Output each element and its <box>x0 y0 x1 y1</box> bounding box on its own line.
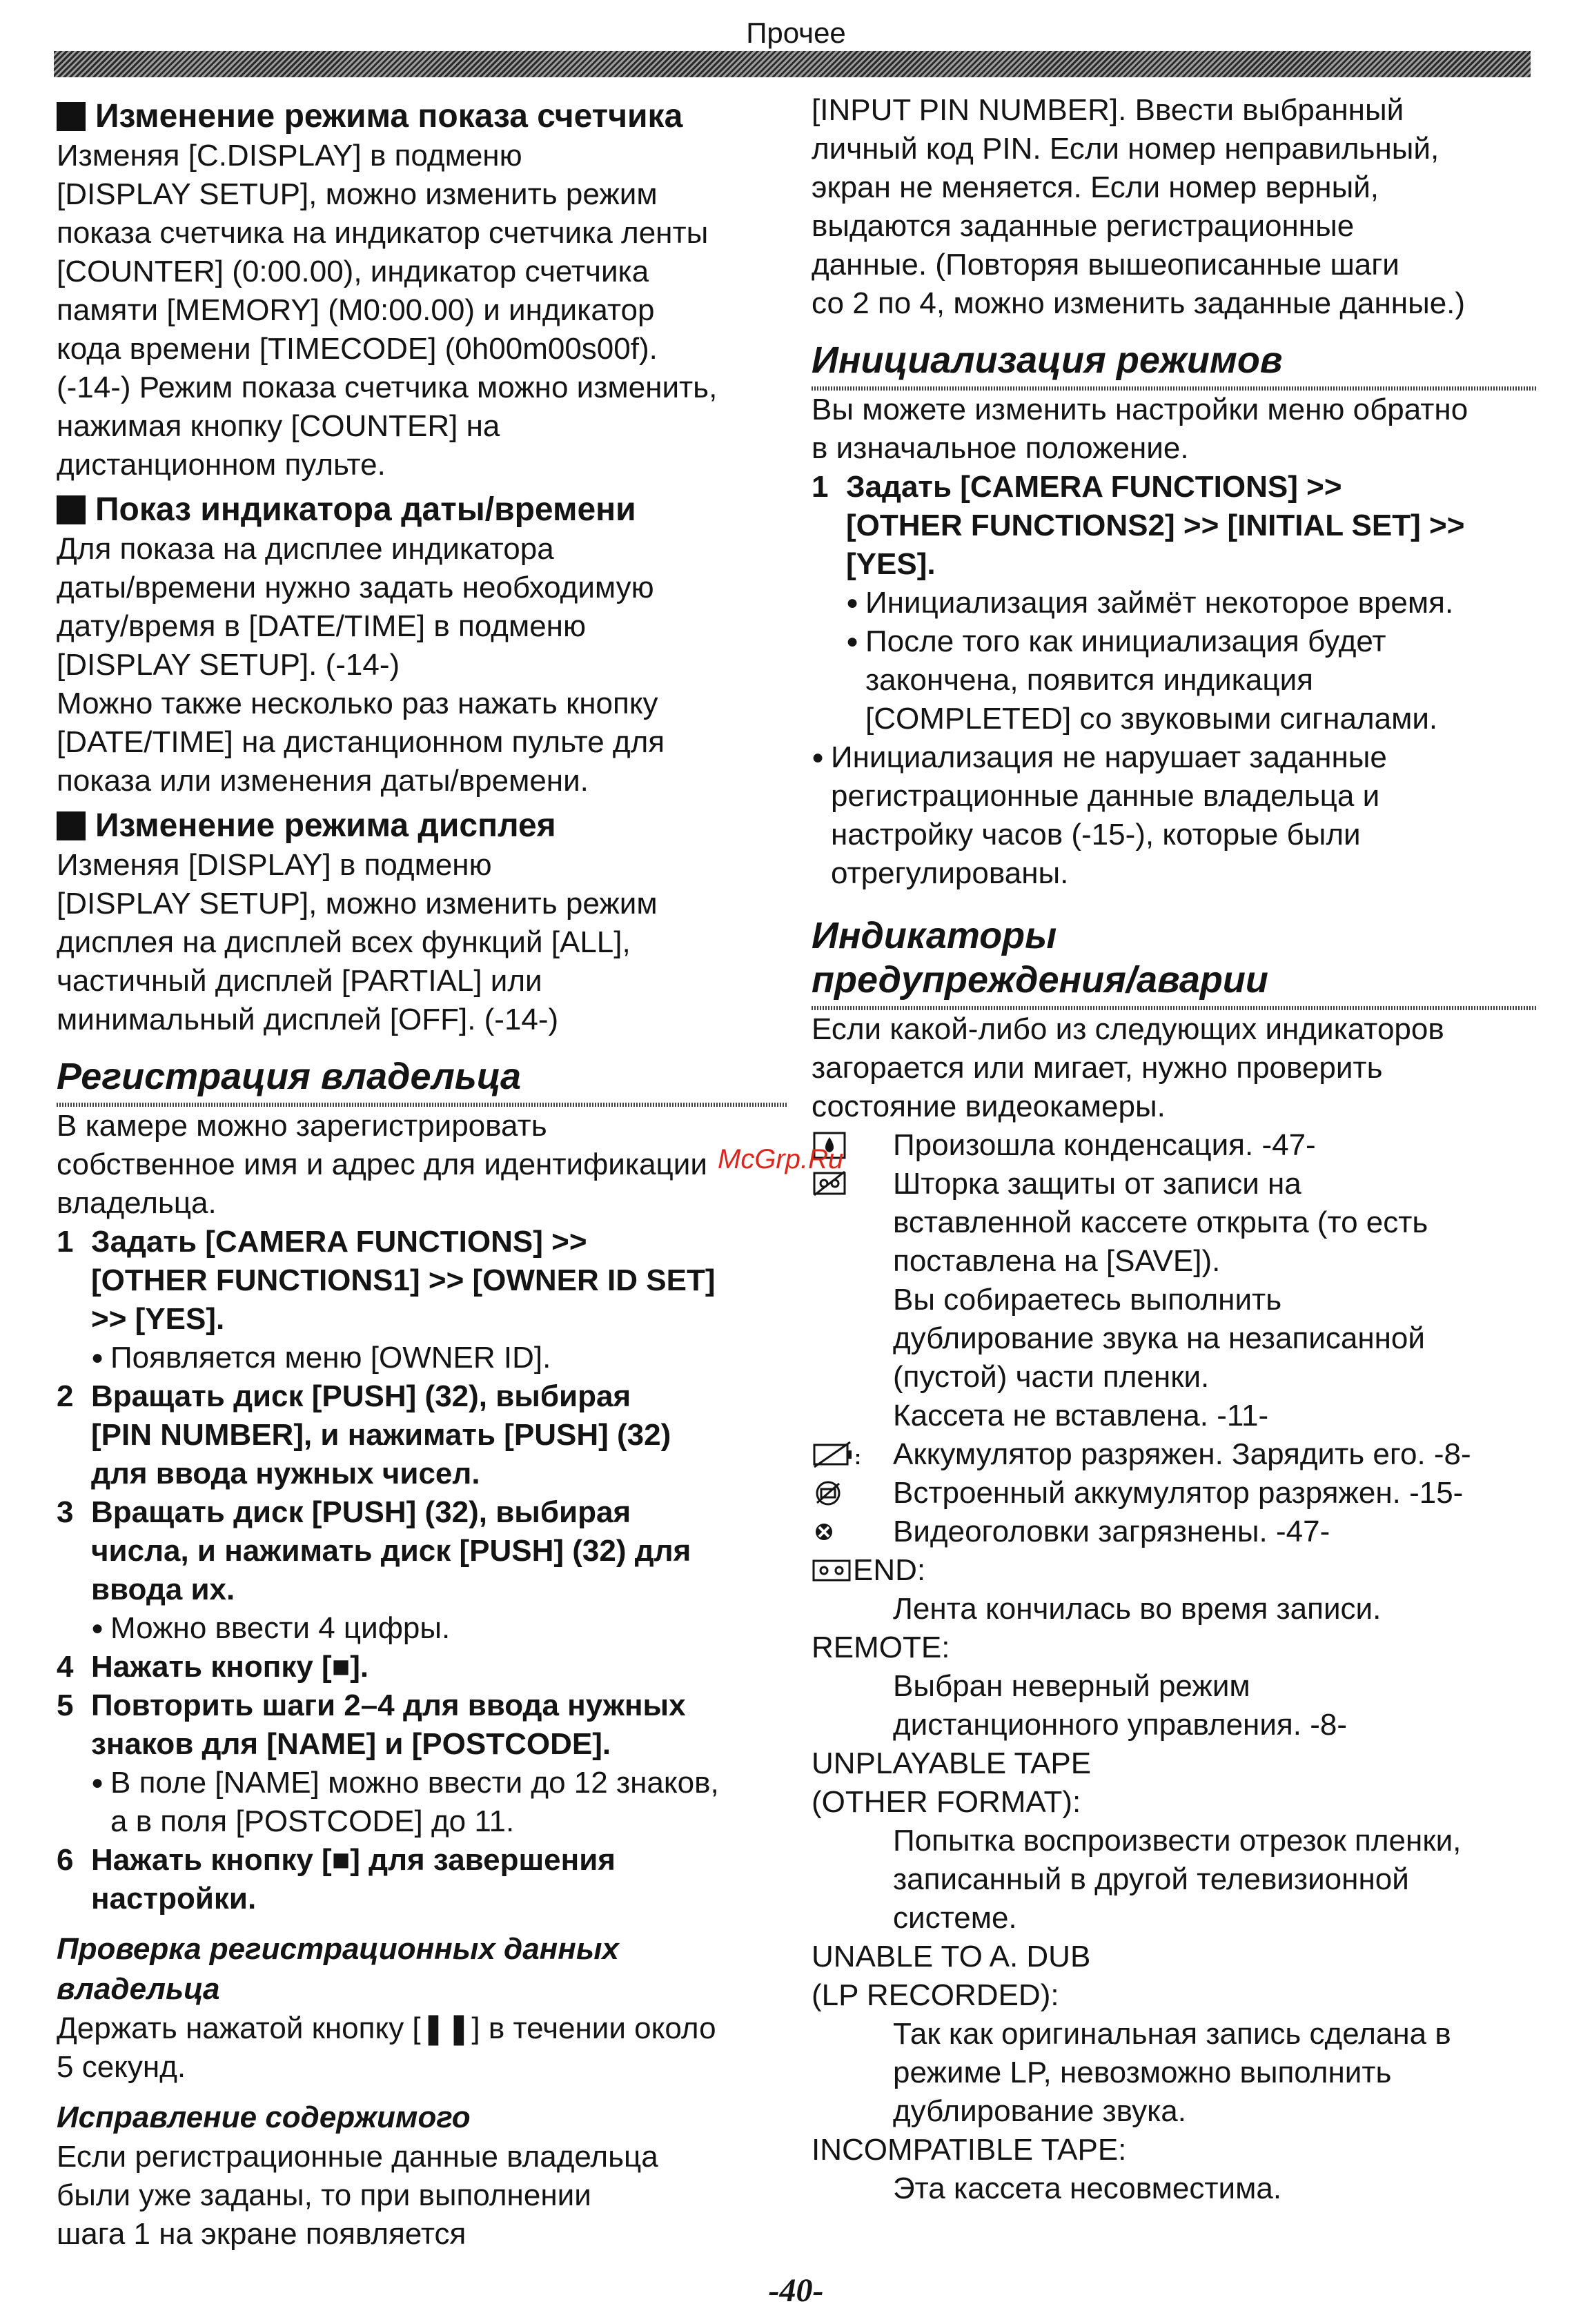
warning-text: поставлена на [SAVE]). <box>893 1244 1221 1278</box>
watermark: McGrp.Ru <box>718 1144 844 1174</box>
text-line: были уже заданы, то при выполнении <box>57 2178 591 2212</box>
bullet-dot-icon: ● <box>812 746 825 769</box>
term-label: UNPLAYABLE TAPE <box>812 1746 1092 1780</box>
bullet-line: [COMPLETED] со звуковыми сигналами. <box>865 702 1438 736</box>
header-band <box>54 51 1531 77</box>
bullet-item <box>846 622 1536 738</box>
term-label: UNABLE TO A. DUB <box>812 1940 1091 1973</box>
step-number: 2 <box>57 1379 74 1413</box>
text-line: [DATE/TIME] на дистанционном пульте для <box>57 725 665 759</box>
builtin-battery-icon <box>812 1478 853 1508</box>
bullet-item: ● Появляется меню [OWNER ID]. <box>91 1339 788 1377</box>
text-line: собственное имя и адрес для идентификации <box>57 1148 707 1181</box>
step-number: 3 <box>57 1495 74 1529</box>
text-line: Держать нажатой кнопку [❚❚] в течении около <box>57 2011 716 2045</box>
text-line: частичный дисплей [PARTIAL] или <box>57 964 542 998</box>
note-line: настройку часов (-15-), которые были <box>831 818 1361 851</box>
step-line: [YES]. <box>846 547 936 581</box>
warning-text: (пустой) части пленки. <box>893 1360 1210 1394</box>
step-number: 6 <box>57 1843 74 1877</box>
owner-step-4 <box>57 1648 788 1686</box>
init-step-1 <box>812 468 1536 584</box>
warning-text: Лента кончилась во время записи. <box>893 1592 1382 1626</box>
warning-text: Шторка защиты от записи на <box>893 1167 1301 1201</box>
step-line: для ввода нужных чисел. <box>91 1457 480 1490</box>
note-line: Инициализация не нарушает заданные <box>831 740 1387 774</box>
text-line: личный код PIN. Если номер неправильный, <box>812 132 1439 166</box>
step-line: [PIN NUMBER], и нажимать [PUSH] (32) <box>91 1418 671 1452</box>
bullet-dot-icon: ● <box>91 1346 104 1369</box>
tape-end-icon <box>812 1558 853 1583</box>
term-text: режиме LP, невозможно выполнить <box>893 2056 1392 2089</box>
text-line: [DISPLAY SETUP], можно изменить режим <box>57 177 658 211</box>
svg-text::: : <box>854 1446 861 1469</box>
owner-intro <box>57 1107 788 1223</box>
bullet-dot-icon: ● <box>91 1771 104 1794</box>
owner-step-3 <box>57 1493 788 1609</box>
term-label: INCOMPATIBLE TAPE: <box>812 2133 1127 2167</box>
step-line: Нажать кнопку [■]. <box>91 1650 369 1684</box>
step-line: Вращать диск [PUSH] (32), выбирая <box>91 1495 631 1529</box>
bullet-item: ● Можно ввести 4 цифры. <box>91 1609 788 1648</box>
text-line: в изначальное положение. <box>812 431 1189 465</box>
warning-row <box>812 1126 1536 1165</box>
text-line: (-14-) Режим показа счетчика можно изменить, <box>57 371 718 404</box>
text-line: дистанционном пульте. <box>57 448 386 482</box>
text-line: В камере можно зарегистрировать <box>57 1109 547 1143</box>
datetime-text <box>57 530 788 800</box>
text-line: даты/времени нужно задать необходимую <box>57 571 654 604</box>
datetime-heading: Показ индикатора даты/времени <box>57 490 788 530</box>
text-line: Если какой-либо из следующих индикаторов <box>812 1012 1444 1046</box>
step-number: 4 <box>57 1650 74 1684</box>
display-text <box>57 846 788 1039</box>
text-line: Вы можете изменить настройки меню обратно <box>812 393 1468 426</box>
continued-text <box>812 91 1536 323</box>
step-line: числа, и нажимать диск [PUSH] (32) для <box>91 1534 691 1568</box>
bullet-line: В поле [NAME] можно ввести до 12 знаков, <box>110 1766 719 1800</box>
note-line: регистрационные данные владельца и <box>831 779 1380 813</box>
counter-text <box>57 137 788 484</box>
bullet-line: закончена, появится индикация <box>865 663 1313 697</box>
term-text: Выбран неверный режим <box>893 1669 1250 1703</box>
step-line: >> [YES]. <box>91 1302 225 1336</box>
step-number: 1 <box>812 470 829 504</box>
term-text: Попытка воспроизвести отрезок пленки, <box>893 1824 1462 1858</box>
text-line: минимальный дисплей [OFF]. (-14-) <box>57 1003 559 1036</box>
text-line: Для показа на дисплее индикатора <box>57 532 554 566</box>
warning-text: Произошла конденсация. -47- <box>893 1128 1316 1162</box>
term-label: (LP RECORDED): <box>812 1978 1059 2012</box>
text-line: памяти [MEMORY] (M0:00.00) и индикатор <box>57 293 655 327</box>
text-line: дисплея на дисплей всех функций [ALL], <box>57 925 631 959</box>
square-bullet-icon <box>57 495 86 524</box>
owner-step-5 <box>57 1686 788 1764</box>
step-line: ввода их. <box>91 1573 235 1606</box>
warning-row <box>812 1165 1536 1435</box>
text-line: [DISPLAY SETUP]. (-14-) <box>57 648 400 682</box>
bullet-dot-icon: ● <box>846 591 859 614</box>
note-line: отрегулированы. <box>831 856 1069 890</box>
bullet-item <box>91 1764 788 1841</box>
warning-row <box>812 1435 1536 1474</box>
step-number: 1 <box>57 1225 74 1259</box>
warning-text: Встроенный аккумулятор разряжен. -15- <box>893 1476 1464 1510</box>
owner-step-6 <box>57 1841 788 1918</box>
page-header: Прочее <box>746 17 846 49</box>
text-line: Изменяя [C.DISPLAY] в подменю <box>57 139 522 173</box>
warning-text: вставленной кассете открыта (то есть <box>893 1205 1428 1239</box>
text-line: шага 1 на экране появляется <box>57 2217 466 2251</box>
step-line: [OTHER FUNCTIONS2] >> [INITIAL SET] >> <box>846 509 1465 542</box>
square-bullet-icon <box>57 102 86 131</box>
step-line: знаков для [NAME] и [POSTCODE]. <box>91 1727 611 1761</box>
bullet-item: ● Инициализация займёт некоторое время. <box>846 584 1536 622</box>
warning-row <box>812 1474 1536 1513</box>
text-line: загорается или мигает, нужно проверить <box>812 1051 1383 1085</box>
battery-icon <box>812 1439 860 1470</box>
left-column <box>57 91 788 2254</box>
text-line: со 2 по 4, можно изменить заданные данные.) <box>812 286 1466 320</box>
text-line: экран не меняется. Если номер верный, <box>812 170 1379 204</box>
fix-heading: Исправление содержимого <box>57 2100 471 2134</box>
term-text: Эта кассета несовместима. <box>893 2172 1282 2205</box>
term-text: записанный в другой телевизионной <box>893 1862 1409 1896</box>
step-line: Задать [CAMERA FUNCTIONS] >> <box>846 470 1342 504</box>
owner-step-1 <box>57 1223 788 1339</box>
step-line: Нажать кнопку [■] для завершения <box>91 1843 616 1877</box>
text-line: Если регистрационные данные владельца <box>57 2140 658 2174</box>
term-text: системе. <box>893 1901 1017 1935</box>
right-column <box>812 91 1536 2208</box>
term-text: Так как оригинальная запись сделана в <box>893 2017 1451 2051</box>
text-line: состояние видеокамеры. <box>812 1090 1166 1123</box>
owner-heading: Регистрация владельца <box>57 1054 788 1107</box>
text-line: данные. (Повторяя вышеописанные шаги <box>812 248 1399 282</box>
check-heading: Проверка регистрационных данных владельца <box>57 1932 619 2006</box>
display-heading: Изменение режима дисплея <box>57 806 788 846</box>
term-label: (OTHER FORMAT): <box>812 1785 1081 1819</box>
warning-text: Аккумулятор разряжен. Зарядить его. -8- <box>893 1437 1471 1471</box>
square-bullet-icon <box>57 811 86 840</box>
bullet-dot-icon: ● <box>846 630 859 653</box>
step-number: 5 <box>57 1688 74 1722</box>
text-line: нажимая кнопку [COUNTER] на <box>57 409 500 443</box>
step-line: настройки. <box>91 1882 257 1916</box>
step-line: Вращать диск [PUSH] (32), выбирая <box>91 1379 631 1413</box>
text-line: [INPUT PIN NUMBER]. Ввести выбранный <box>812 93 1404 127</box>
warning-row-end <box>812 1551 1536 1590</box>
text-line: дату/время в [DATE/TIME] в подменю <box>57 609 586 643</box>
init-note <box>812 738 1536 893</box>
step-line: Задать [CAMERA FUNCTIONS] >> <box>91 1225 587 1259</box>
warn-heading: Индикаторы предупреждения/аварии <box>812 914 1536 1010</box>
step-line: Повторить шаги 2–4 для ввода нужных <box>91 1688 686 1722</box>
text-line: Можно также несколько раз нажать кнопку <box>57 687 658 720</box>
warning-text: Вы собираетесь выполнить <box>893 1283 1282 1317</box>
text-line: показа счетчика на индикатор счетчика ленты <box>57 216 709 250</box>
text-line: владельца. <box>57 1186 217 1220</box>
term-label: REMOTE: <box>812 1631 950 1664</box>
page-number: -40- <box>768 2272 824 2309</box>
warning-text: Кассета не вставлена. -11- <box>893 1399 1269 1432</box>
bullet-dot-icon: ● <box>91 1617 104 1639</box>
warning-row <box>812 1513 1536 1551</box>
text-line: 5 секунд. <box>57 2050 186 2084</box>
end-label: END: <box>853 1553 926 1587</box>
bullet-line: После того как инициализация будет <box>865 624 1386 658</box>
dirty-heads-icon <box>812 1517 853 1547</box>
text-line: [COUNTER] (0:00.00), индикатор счетчика <box>57 255 649 288</box>
text-line: Изменяя [DISPLAY] в подменю <box>57 848 492 882</box>
step-line: [OTHER FUNCTIONS1] >> [OWNER ID SET] <box>91 1263 716 1297</box>
term-text: дистанционного управления. -8- <box>893 1708 1347 1742</box>
counter-heading: Изменение режима показа счетчика <box>57 97 788 137</box>
text-line: выдаются заданные регистрационные <box>812 209 1355 243</box>
warning-text: Видеоголовки загрязнены. -47- <box>893 1515 1330 1548</box>
text-line: показа или изменения даты/времени. <box>57 764 589 798</box>
text-line: [DISPLAY SETUP], можно изменить режим <box>57 887 658 920</box>
bullet-line: а в поля [POSTCODE] до 11. <box>110 1804 515 1838</box>
term-text: дублирование звука. <box>893 2094 1187 2128</box>
text-line: кода времени [TIMECODE] (0h00m00s00f). <box>57 332 658 366</box>
owner-step-2 <box>57 1377 788 1493</box>
init-heading: Инициализация режимов <box>812 338 1536 391</box>
warning-text: дублирование звука на незаписанной <box>893 1321 1425 1355</box>
